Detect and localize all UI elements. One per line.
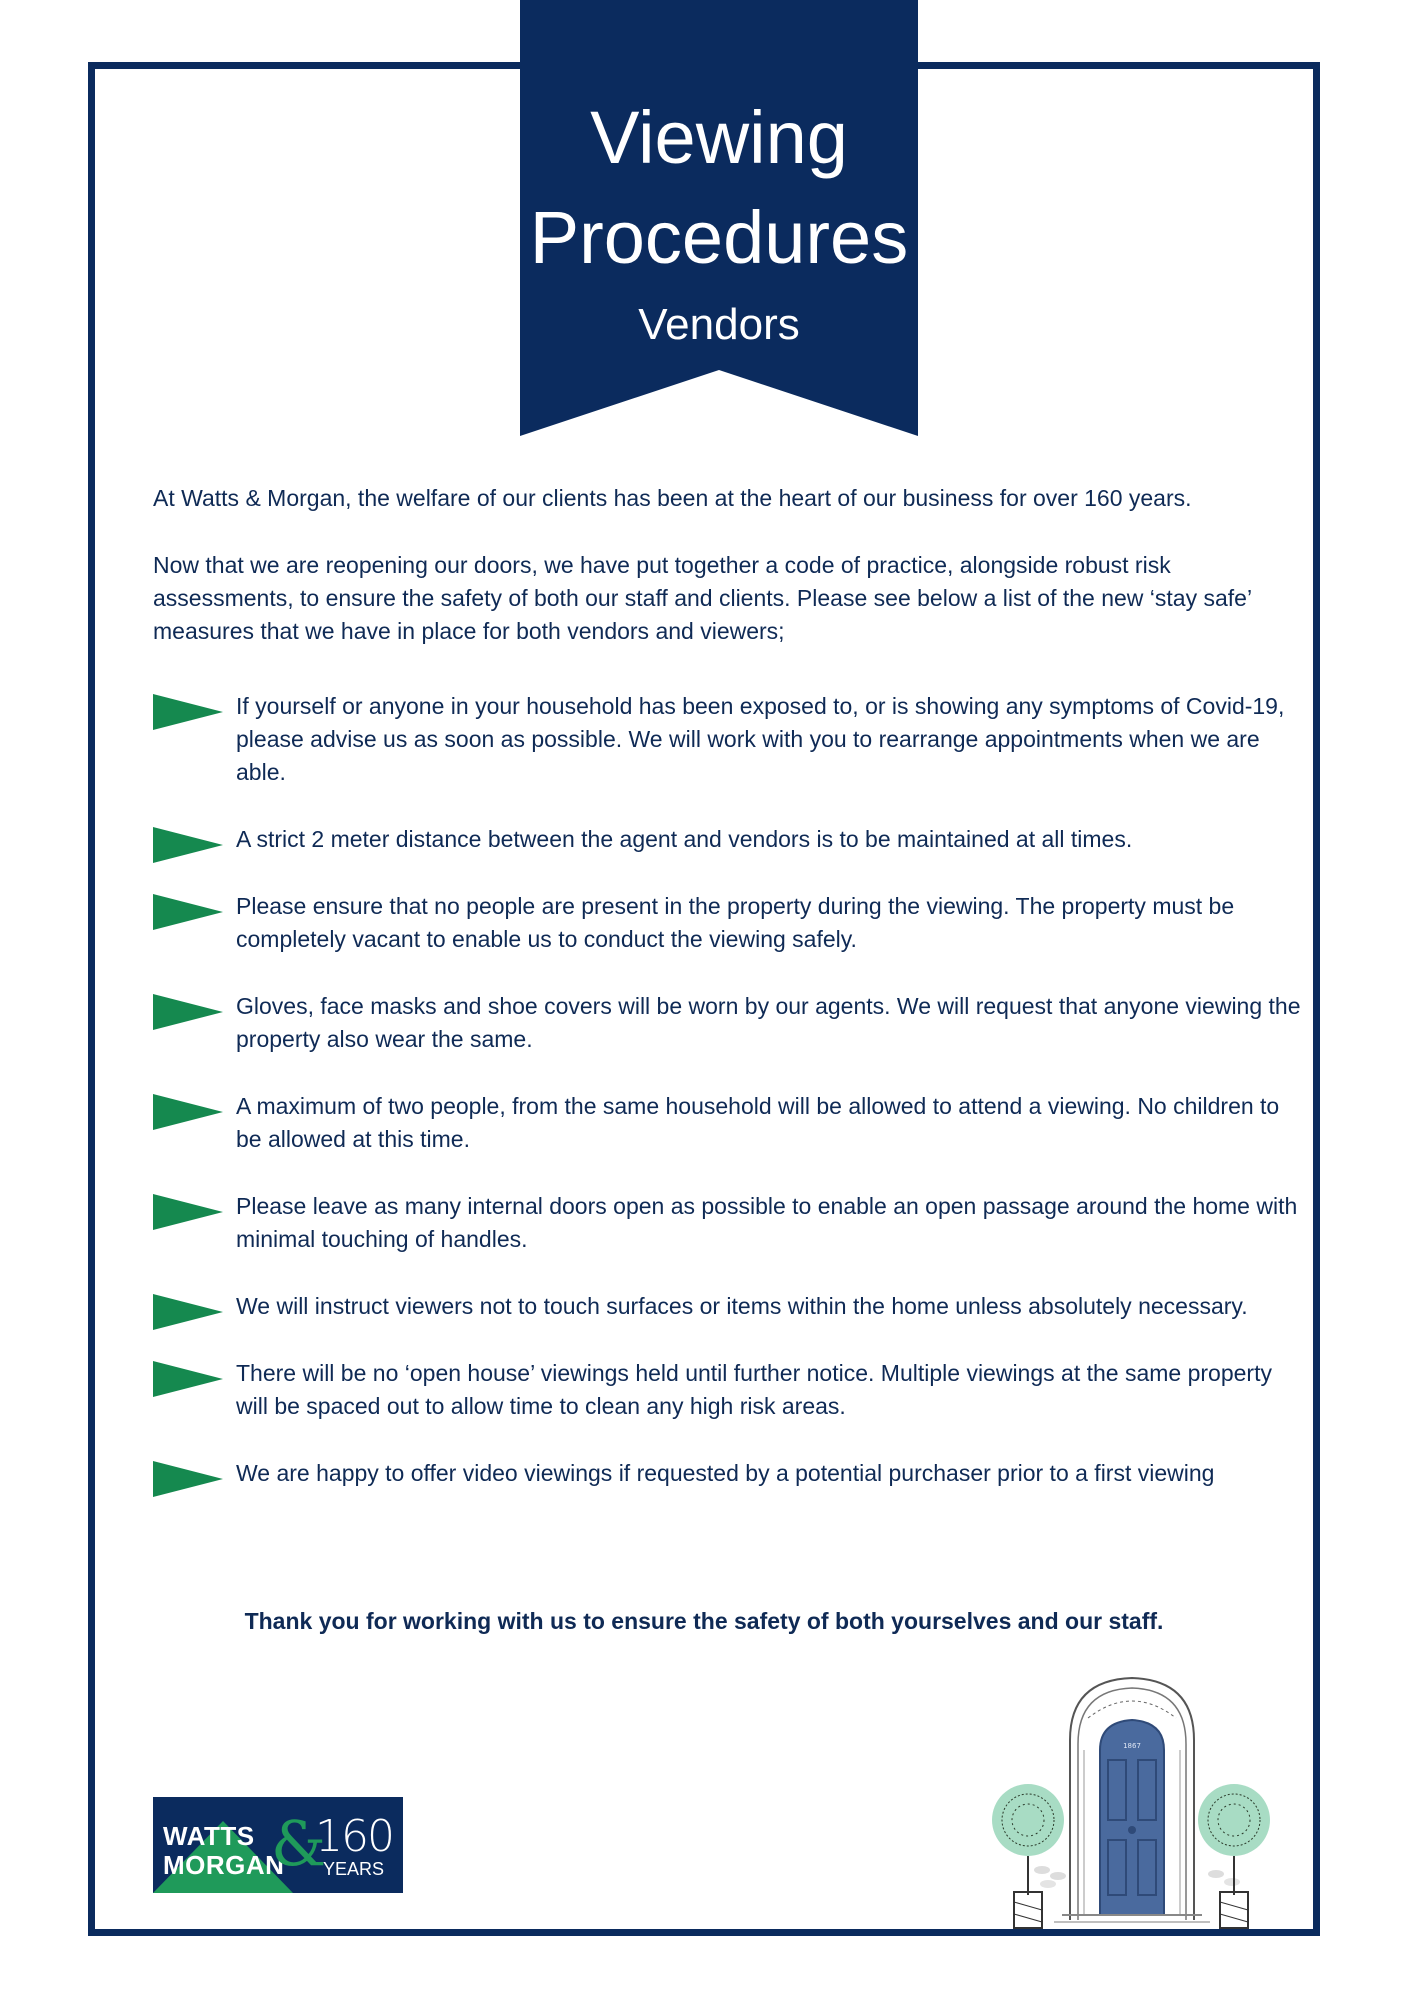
list-item-text: We are happy to offer video viewings if requested by a potential purchaser prior to a first viewing	[236, 1460, 1215, 1486]
pennant-bullet-icon	[153, 1094, 223, 1130]
logo-line-2: MORGAN	[163, 1850, 285, 1880]
list-item	[153, 990, 1303, 1056]
logo-years-label: YEARS	[323, 1859, 385, 1879]
page-title	[520, 88, 918, 288]
company-logo	[153, 1797, 403, 1893]
list-item	[153, 890, 1303, 956]
list-item	[153, 1190, 1303, 1256]
pennant-bullet-icon	[153, 694, 223, 730]
logo-anniversary-number: 160	[315, 1811, 393, 1862]
logo-line-1: WATTS	[163, 1821, 255, 1851]
pennant-bullet-icon	[153, 1294, 223, 1330]
pennant-bullet-icon	[153, 827, 223, 863]
measures-list	[153, 690, 1303, 1490]
pennant-bullet-icon	[153, 894, 223, 930]
title-line-1: Viewing	[590, 96, 848, 179]
list-item-text: A strict 2 meter distance between the agent and vendors is to be maintained at all times.	[236, 826, 1133, 852]
list-item-text: If yourself or anyone in your household has been exposed to, or is showing any symptoms of Covid-19, please advise us as soon as possible. We will work with you to rearrange appointments when we are able.	[236, 693, 1285, 785]
list-item-text: Please leave as many internal doors open as possible to enable an open passage around the home with minimal touching of handles.	[236, 1193, 1298, 1252]
list-item-text: There will be no ‘open house’ viewings held until further notice. Multiple viewings at the same property will be spaced out to allow time to clean any high risk areas.	[236, 1360, 1272, 1419]
list-item-text: A maximum of two people, from the same household will be allowed to attend a viewing. No children to be allowed at this time.	[236, 1093, 1280, 1152]
list-item-text: Gloves, face masks and shoe covers will be worn by our agents. We will request that anyone viewing the property also wear the same.	[236, 993, 1301, 1052]
pennant-bullet-icon	[153, 1461, 223, 1497]
logo-ampersand: &	[271, 1807, 327, 1880]
list-item-text: Please ensure that no people are present in the property during the viewing. The property must be completely vacant to enable us to conduct the viewing safely.	[236, 893, 1235, 952]
thank-you-note: Thank you for working with us to ensure the safety of both yourselves and our staff.	[244, 1608, 1164, 1634]
title-banner	[520, 0, 918, 436]
list-item	[153, 1457, 1303, 1490]
intro-paragraph-2: Now that we are reopening our doors, we have put together a code of practice, alongside robust risk assessments, to ensure the safety of both our staff and clients. Please see below a list of the new ‘stay safe’ measures that we have in place for both vendors and viewers;	[153, 552, 1252, 644]
pennant-bullet-icon	[153, 1194, 223, 1230]
list-item	[153, 1290, 1303, 1323]
front-door-illustration	[992, 1670, 1272, 1930]
page-subtitle: Vendors	[638, 300, 800, 349]
list-item	[153, 1357, 1303, 1423]
intro-paragraph-1: At Watts & Morgan, the welfare of our clients has been at the heart of our business for over 160 years.	[153, 485, 1192, 511]
list-item-text: We will instruct viewers not to touch surfaces or items within the home unless absolutely necessary.	[236, 1293, 1248, 1319]
door-number: 1867	[1123, 1742, 1141, 1750]
title-line-2: Procedures	[529, 196, 909, 279]
list-item	[153, 1090, 1303, 1156]
pennant-bullet-icon	[153, 1361, 223, 1397]
pennant-bullet-icon	[153, 994, 223, 1030]
list-item	[153, 690, 1303, 789]
list-item	[153, 823, 1303, 856]
